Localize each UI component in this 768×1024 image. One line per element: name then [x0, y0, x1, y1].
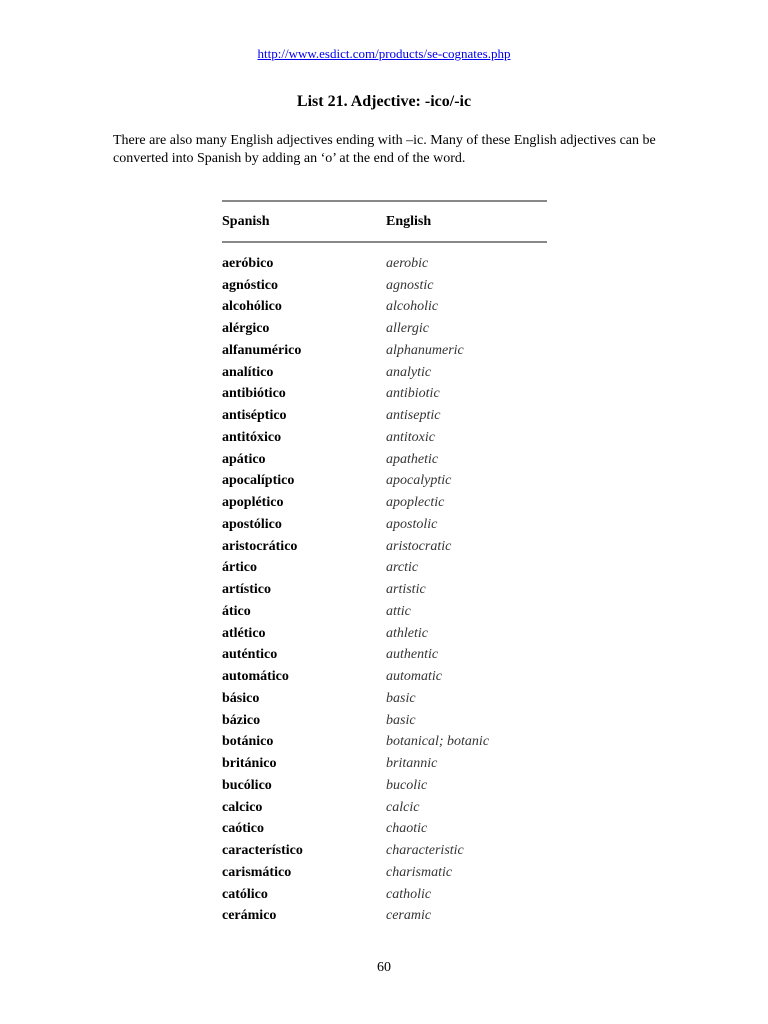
english-word: apoplectic	[386, 495, 445, 511]
spanish-word: caótico	[222, 821, 264, 837]
spanish-word: ático	[222, 603, 251, 619]
column-header-spanish: Spanish	[222, 213, 270, 229]
table-row	[222, 775, 547, 797]
spanish-word: apático	[222, 451, 266, 467]
english-word: bucolic	[386, 777, 428, 793]
english-word: automatic	[386, 669, 442, 685]
spanish-word: apoplético	[222, 495, 284, 511]
table-row	[222, 384, 547, 406]
table-row	[222, 297, 547, 319]
spanish-word: carismático	[222, 864, 292, 880]
table-row	[222, 275, 547, 297]
table-header-rule	[222, 241, 547, 243]
spanish-word: apocalíptico	[222, 473, 295, 489]
spanish-word: alfanumérico	[222, 342, 302, 358]
spanish-word: automático	[222, 669, 289, 685]
table-row	[222, 449, 547, 471]
english-word: antibiotic	[386, 386, 440, 402]
english-word: apathetic	[386, 451, 439, 467]
english-word: athletic	[386, 625, 428, 641]
spanish-word: básico	[222, 690, 260, 706]
table-row	[222, 710, 547, 732]
english-word: britannic	[386, 756, 438, 772]
english-word: antitoxic	[386, 429, 435, 445]
spanish-word: antibiótico	[222, 386, 286, 402]
table-row	[222, 427, 547, 449]
english-word: allergic	[386, 321, 430, 337]
english-word: chaotic	[386, 821, 428, 837]
english-word: antiseptic	[386, 408, 441, 424]
table-row	[222, 492, 547, 514]
source-url-link[interactable]: http://www.esdict.com/products/se-cognates.php	[257, 46, 511, 61]
table-row	[222, 732, 547, 754]
table-row	[222, 906, 547, 928]
table-row	[222, 536, 547, 558]
english-word: catholic	[386, 886, 432, 902]
table-row	[222, 840, 547, 862]
english-word: apostolic	[386, 516, 438, 532]
table-row	[222, 797, 547, 819]
english-word: charismatic	[386, 864, 453, 880]
table-row	[222, 666, 547, 688]
spanish-word: aeróbico	[222, 255, 274, 271]
intro-paragraph: There are also many English adjectives ending with –ic. Many of these English adjectives can be converted into Spanish by adding an ‘o’ at the end of the word.	[113, 133, 656, 166]
spanish-word: apostólico	[222, 516, 282, 532]
spanish-word: alcohólico	[222, 299, 282, 315]
spanish-word: bázico	[222, 712, 261, 728]
table-row	[222, 514, 547, 536]
table-row	[222, 819, 547, 841]
table-body	[222, 253, 547, 927]
table-row	[222, 362, 547, 384]
spanish-word: británico	[222, 756, 277, 772]
table-row	[222, 318, 547, 340]
english-word: aerobic	[386, 255, 429, 271]
spanish-word: auténtico	[222, 647, 278, 663]
spanish-word: ártico	[222, 560, 257, 576]
english-word: analytic	[386, 364, 432, 380]
table-header-row	[222, 202, 547, 241]
spanish-word: agnóstico	[222, 277, 278, 293]
table-row	[222, 753, 547, 775]
english-word: aristocratic	[386, 538, 452, 554]
page-title: List 21. Adjective: -ico/-ic	[296, 93, 472, 110]
spanish-word: alérgico	[222, 321, 270, 337]
table-row	[222, 253, 547, 275]
english-word: artistic	[386, 582, 426, 598]
spanish-word: bucólico	[222, 777, 272, 793]
table-row	[222, 884, 547, 906]
spanish-word: antitóxico	[222, 429, 282, 445]
english-word: authentic	[386, 647, 439, 663]
english-word: ceramic	[386, 908, 432, 924]
english-word: agnostic	[386, 277, 434, 293]
spanish-word: antiséptico	[222, 408, 287, 424]
english-word: alphanumeric	[386, 342, 464, 358]
english-word: basic	[386, 690, 416, 706]
spanish-word: católico	[222, 886, 268, 902]
table-row	[222, 623, 547, 645]
english-word: calcic	[386, 799, 420, 815]
english-word: characteristic	[386, 843, 464, 859]
spanish-word: calcico	[222, 799, 263, 815]
spanish-word: aristocrático	[222, 538, 298, 554]
spanish-word: analítico	[222, 364, 274, 380]
english-word: botanical; botanic	[386, 734, 490, 750]
table-row	[222, 579, 547, 601]
english-word: apocalyptic	[386, 473, 452, 489]
column-header-english: English	[386, 213, 432, 229]
english-word: attic	[386, 603, 411, 619]
table-row	[222, 688, 547, 710]
spanish-word: artístico	[222, 582, 271, 598]
spanish-word: característico	[222, 843, 303, 859]
spanish-word: atlético	[222, 625, 266, 641]
spanish-word: cerámico	[222, 908, 277, 924]
table-row	[222, 405, 547, 427]
table-row	[222, 645, 547, 667]
spanish-word: botánico	[222, 734, 274, 750]
table-row	[222, 340, 547, 362]
table-row	[222, 862, 547, 884]
table-row	[222, 471, 547, 493]
english-word: basic	[386, 712, 416, 728]
english-word: alcoholic	[386, 299, 439, 315]
table-row	[222, 558, 547, 580]
page-number: 60	[377, 960, 391, 975]
english-word: arctic	[386, 560, 419, 576]
cognates-table	[222, 200, 547, 927]
table-row	[222, 601, 547, 623]
